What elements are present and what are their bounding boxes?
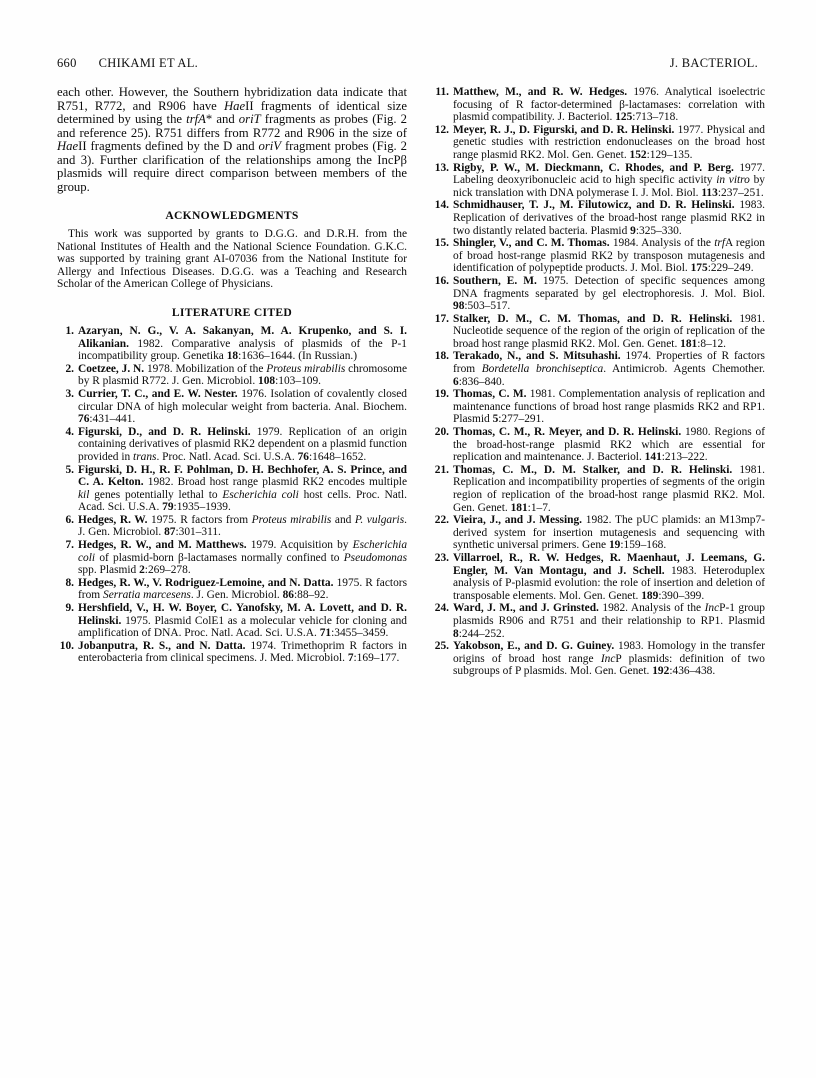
text-segment: 1982. Comparative analysis of plasmids of the P-1 incompatibility group. Genetika — [78, 337, 407, 363]
text-segment: :503–517. — [464, 300, 511, 313]
reference-item — [57, 426, 407, 464]
text-segment: Coetzee, J. N. — [78, 362, 145, 375]
reference-item — [432, 552, 765, 602]
text-segment: oriT — [238, 112, 261, 126]
left-column — [57, 86, 407, 678]
reference-text — [453, 388, 765, 426]
reference-item — [432, 388, 765, 426]
text-segment: Hedges, R. W., V. Rodriguez-Lemoine, and N. Datta. — [78, 576, 334, 589]
text-segment: 1977. Physical and genetic studies with restriction endonucleases on the broad host range plasmid RK2. Mol. Gen. Genet. — [453, 123, 765, 161]
text-segment: Figurski, D. H., R. F. Pohlman, D. H. Bechhofer, A. S. Prince, and C. A. Kelton. — [78, 463, 407, 489]
reference-text — [453, 124, 765, 162]
reference-number: 7. — [65, 539, 74, 552]
reference-item — [57, 577, 407, 602]
text-segment: 1976. Isolation of covalently closed circular DNA of high molecular weight from bacteria. Anal. Biochem. — [78, 387, 407, 413]
text-segment: :436–438. — [669, 665, 716, 678]
reference-item — [432, 275, 765, 313]
two-column-layout — [57, 86, 765, 678]
text-segment: spp. Plasmid — [78, 564, 140, 577]
text-segment: 1978. Mobilization of the — [144, 362, 267, 375]
text-segment: :713–718. — [632, 111, 679, 124]
reference-text — [453, 162, 765, 200]
text-segment: Yakobson, E., and D. G. Guiney. — [453, 640, 615, 653]
reference-list-left — [57, 325, 407, 665]
reference-item — [57, 325, 407, 363]
reference-text — [453, 237, 765, 275]
reference-text — [453, 602, 765, 640]
text-segment: 181 — [510, 501, 528, 514]
text-segment: 1980. Regions of the broad-host-range plasmid RK2 which are essential for replication and maintenance. J. Bacteriol. — [453, 426, 765, 464]
text-segment: :229–249. — [707, 262, 754, 275]
text-segment: Pseudomonas — [343, 551, 407, 564]
reference-number: 14. — [434, 199, 449, 212]
reference-number: 25. — [434, 640, 449, 653]
text-segment: Inc — [704, 602, 720, 615]
reference-number: 1. — [65, 324, 74, 337]
reference-text — [453, 552, 765, 602]
text-segment: 1974. Properties of R factors from — [453, 350, 765, 376]
text-segment: Escherichia coli — [222, 488, 299, 501]
reference-text — [453, 426, 765, 464]
reference-list-right — [432, 86, 765, 678]
reference-number: 13. — [434, 161, 449, 174]
text-segment: Schmidhauser, T. J., M. Filutowicz, and D. R. Helinski. — [453, 199, 735, 212]
text-segment: 18 — [226, 350, 239, 363]
text-segment: each other. However, the Southern hybridization data indicate that R751, R772, and R906 have — [57, 85, 407, 113]
text-segment: Proteus mirabilis — [266, 362, 346, 375]
running-head — [57, 56, 758, 71]
text-segment: 113 — [701, 186, 718, 199]
text-segment: . J. Gen. Microbiol. — [190, 589, 283, 602]
reference-text — [78, 539, 407, 577]
text-segment: chromosome by R plasmid R772. J. Gen. Microbiol. — [78, 362, 408, 388]
reference-number: 15. — [434, 237, 449, 250]
reference-text — [78, 388, 407, 426]
text-segment: Matthew, M., and R. W. Hedges. — [453, 86, 628, 98]
text-segment: :390–399. — [658, 589, 705, 602]
reference-item — [432, 162, 765, 200]
text-segment: 1975. Plasmid ColE1 as a molecular vehicle for cloning and amplification of DNA. Proc. Natl. Acad. Sci. U.S.A. — [78, 614, 407, 640]
reference-text — [453, 199, 765, 237]
reference-number: 23. — [434, 551, 449, 564]
text-segment: Villarroel, R., R. W. Hedges, R. Maenhaut, J. Leemans, G. Engler, M. Van Montagu, and J. Schell. — [453, 551, 765, 577]
reference-text — [78, 464, 407, 514]
reference-text — [78, 514, 407, 539]
text-segment: :325–330. — [635, 224, 682, 237]
text-segment: :3455–3459. — [331, 627, 389, 640]
text-segment: of plasmid-born β-lactamases normally confined to — [95, 551, 344, 564]
text-segment: 86 — [282, 589, 294, 602]
literature-cited-heading: LITERATURE CITED — [171, 305, 293, 319]
text-segment: 19 — [608, 539, 621, 552]
closing-paragraph — [57, 86, 407, 194]
text-segment: 175 — [690, 262, 708, 275]
text-segment: :1935–1939. — [173, 501, 231, 514]
text-segment: :1636–1644. (In Russian.) — [238, 350, 358, 363]
text-segment: Rigby, P. W., M. Dieckmann, C. Rhodes, and P. Berg. — [453, 161, 734, 174]
reference-text — [78, 602, 407, 640]
text-segment: A region of broad host-range plasmid RK2 by transposon mutagenesis and identification of polypeptide products. J. Mol. Biol. — [453, 237, 765, 275]
reference-number: 8. — [65, 576, 74, 589]
reference-item — [432, 124, 765, 162]
text-segment: 98 — [453, 300, 465, 313]
running-head-left — [57, 56, 198, 71]
text-segment: kil — [78, 488, 90, 501]
reference-item — [57, 514, 407, 539]
text-segment: Vieira, J., and J. Messing. — [453, 514, 582, 527]
text-segment: 189 — [641, 589, 659, 602]
reference-number: 20. — [434, 426, 449, 439]
text-segment: :269–278. — [144, 564, 191, 577]
reference-number: 17. — [434, 312, 449, 325]
reference-item — [57, 602, 407, 640]
text-segment: Thomas, C. M., R. Meyer, and D. R. Helinski. — [453, 426, 682, 439]
text-segment: 1981. Complementation analysis of replication and maintenance functions of broad host range plasmids RK2 and RP1. Plasmid — [453, 388, 766, 426]
reference-item — [432, 350, 765, 388]
text-segment: host cells. Proc. Natl. Acad. Sci. U.S.A. — [78, 488, 407, 514]
reference-text — [453, 640, 765, 678]
text-segment: Meyer, R. J., D. Figurski, and D. R. Helinski. — [453, 123, 675, 136]
text-segment: 1982. Broad host range plasmid RK2 encodes multiple — [143, 476, 407, 489]
acknowledgments-heading: ACKNOWLEDGMENTS — [165, 209, 299, 222]
reference-item — [432, 602, 765, 640]
text-segment: :431–441. — [89, 413, 136, 426]
text-segment: 1983. Replication of derivatives of the broad-host range plasmid RK2 in two distantly related bacteria. Plasmid — [453, 199, 765, 237]
reference-item — [432, 426, 765, 464]
text-segment: :8–12. — [697, 337, 727, 350]
text-segment: II fragments defined by the D and — [78, 139, 259, 153]
text-segment: 181 — [680, 337, 698, 350]
reference-text — [453, 514, 765, 552]
text-segment: 141 — [644, 451, 662, 464]
reference-number: 6. — [65, 513, 74, 526]
reference-number: 5. — [65, 463, 74, 476]
reference-number: 11. — [435, 86, 449, 98]
text-segment: P. vulgaris — [354, 513, 405, 526]
text-segment: 2 — [139, 564, 145, 577]
text-segment: 6 — [453, 375, 459, 388]
text-segment: . Proc. Natl. Acad. Sci. U.S.A. — [156, 450, 298, 463]
text-segment: 192 — [652, 665, 670, 678]
text-segment: Terakado, N., and S. Mitsuhashi. — [453, 350, 621, 363]
reference-item — [432, 313, 765, 351]
reference-text — [453, 350, 765, 388]
text-segment: Hae — [57, 139, 79, 153]
text-segment: Thomas, C. M. — [453, 388, 527, 401]
text-segment: Figurski, D., and D. R. Helinski. — [78, 425, 251, 438]
text-segment: :1648–1652. — [308, 450, 367, 463]
acknowledgments-text: This work was supported by grants to D.G.G. and D.R.H. from the National Institutes of Health and the National Science Foundation. G.K.C. was supported by training grant AI-07036 from the National Institute for Allergy and Infectious Diseases. D.G.G. was a Teaching and Research Scholar of the American College of Physicians. — [57, 228, 407, 291]
text-segment: trans — [133, 450, 157, 463]
text-segment: 1981. Nucleotide sequence of the region of the origin of replication of the broad host range plasmid RK2. Mol. Gen. Genet. — [453, 312, 765, 350]
text-segment: 125 — [615, 111, 633, 124]
reference-item — [432, 640, 765, 678]
reference-number: 21. — [434, 463, 449, 476]
reference-text — [453, 313, 765, 351]
reference-number: 10. — [59, 639, 74, 652]
reference-item — [432, 199, 765, 237]
text-segment: 76 — [297, 450, 309, 463]
reference-number: 3. — [65, 387, 74, 400]
text-segment: 1982. The pUC plamids: an M13mp7-derived system for insertion mutagenesis and sequencing with synthetic universal primers. Gene — [453, 514, 765, 552]
reference-number: 24. — [434, 602, 449, 615]
reference-item — [57, 539, 407, 577]
reference-item — [432, 86, 765, 124]
text-segment: trf — [714, 237, 726, 250]
text-segment: II fragments of identical size determined by using the — [57, 98, 407, 126]
text-segment: 108 — [258, 375, 276, 388]
text-segment: . J. Gen. Microbiol. — [78, 513, 407, 539]
right-column — [432, 86, 765, 678]
text-segment: 1983. Homology in the transfer origins of broad host range — [453, 640, 765, 665]
text-segment: oriV — [258, 139, 282, 153]
text-segment: :169–177. — [353, 652, 400, 665]
reference-item — [432, 237, 765, 275]
text-segment: 79 — [162, 501, 174, 514]
page-number: 660 — [57, 56, 77, 70]
reference-text — [78, 640, 407, 665]
text-segment: Hershfield, V., H. W. Boyer, C. Yanofsky, M. A. Lovett, and D. R. Helinski. — [78, 602, 407, 627]
text-segment: :103–109. — [275, 375, 322, 388]
text-segment: genes potentially lethal to — [89, 488, 223, 501]
text-segment: * and — [205, 112, 239, 126]
text-segment: 1979. Acquisition by — [246, 539, 353, 552]
text-segment: 5 — [492, 413, 499, 426]
text-segment: :237–251. — [717, 186, 764, 199]
reference-item — [432, 464, 765, 514]
text-segment: in vitro — [716, 174, 750, 187]
text-segment: 1981. Replication and incompatibility properties of segments of the origin region of replication of the broad-host range plasmid RK2. Mol. Gen. Genet. — [453, 463, 765, 514]
reference-item — [432, 514, 765, 552]
reference-number: 12. — [434, 123, 449, 136]
text-segment: . Antimicrob. Agents Chemother. — [603, 363, 765, 376]
reference-number: 18. — [434, 350, 449, 363]
text-segment: 1975. R factors from — [147, 513, 252, 526]
text-segment: fragment probes (Fig. 2 and 3). Further clarification of the relationships among the IncPβ plasmids will require direct comparison between members of the group. — [57, 139, 407, 194]
reference-text — [78, 363, 407, 388]
text-segment: 1977. Labeling deoxyribonucleic acid to high specific activity — [453, 161, 765, 187]
text-segment: by nick translation with DNA polymerase I. J. Mol. Biol. — [453, 174, 765, 199]
reference-item — [57, 640, 407, 665]
text-segment: :301–311. — [175, 526, 221, 539]
text-segment: :213–222. — [661, 451, 708, 464]
text-segment: and — [331, 513, 355, 526]
text-segment: 1979. Replication of an origin containing derivatives of plasmid RK2 dependent on a plasmid function provided in — [78, 425, 407, 463]
text-segment: 1983. Heteroduplex analysis of P-plasmid evolution: the role of insertion and deletion of transposable elements. Mol. Gen. Genet. — [453, 564, 765, 602]
text-segment: Thomas, C. M., D. M. Stalker, and D. R. Helinski. — [453, 463, 733, 476]
text-segment: 9 — [630, 224, 636, 237]
text-segment: Ward, J. M., and J. Grinsted. — [453, 602, 599, 615]
reference-number: 19. — [434, 388, 449, 401]
reference-text — [78, 426, 407, 464]
text-segment: 87 — [164, 526, 176, 539]
text-segment: Proteus mirabilis — [251, 513, 332, 526]
reference-text — [78, 577, 407, 602]
text-segment: 8 — [453, 627, 459, 640]
text-segment: Escherichia coli — [78, 539, 408, 564]
text-segment: Inc — [600, 652, 616, 665]
text-segment: 152 — [629, 148, 647, 161]
reference-item — [57, 464, 407, 514]
reference-text — [453, 86, 765, 124]
reference-number: 9. — [65, 602, 74, 615]
text-segment: 1974. Trimethoprim R factors in enterobacteria from clinical specimens. J. Med. Microbiol. — [78, 639, 408, 665]
text-segment: 76 — [78, 413, 90, 426]
text-segment: Hedges, R. W. — [78, 513, 148, 526]
text-segment: Serratia marcesens — [103, 589, 191, 602]
text-segment: 1984. Analysis of the — [609, 237, 715, 250]
reference-number: 16. — [434, 274, 449, 287]
reference-item — [57, 388, 407, 426]
text-segment: Hae — [223, 98, 246, 113]
text-segment: :129–135. — [646, 148, 693, 161]
text-segment: Hedges, R. W., and M. Matthews. — [78, 539, 247, 552]
reference-number: 22. — [434, 514, 449, 527]
text-segment: :277–291. — [498, 413, 545, 426]
reference-text — [453, 275, 765, 313]
text-segment: fragments as probes (Fig. 2 and reference 25). R751 differs from R772 and R906 in the size of — [57, 112, 407, 140]
reference-item — [57, 363, 407, 388]
text-segment: Shingler, V., and C. M. Thomas. — [453, 237, 610, 250]
text-segment: :88–92. — [293, 589, 329, 602]
journal-name: J. BACTERIOL. — [669, 56, 758, 70]
text-segment: Bordetella bronchiseptica — [481, 363, 604, 376]
text-segment: 1975. R factors from — [78, 576, 407, 602]
text-segment: Jobanputra, R. S., and N. Datta. — [78, 639, 246, 652]
text-segment: 1975. Detection of specific sequences among DNA fragments separated by gel electrophoresis. J. Mol. Biol. — [453, 274, 765, 300]
running-title: CHIKAMI ET AL. — [98, 56, 199, 70]
text-segment: 7 — [347, 652, 354, 665]
text-segment: 1982. Analysis of the — [598, 602, 705, 615]
reference-number: 4. — [65, 425, 74, 438]
text-segment: 71 — [319, 627, 332, 640]
text-segment: trfA — [186, 112, 206, 126]
text-segment: 1976. Analytical isoelectric focusing of R factor-determined β-lactamases: correlation with plasmid compatibility. J. Bacteriol. — [453, 86, 765, 124]
text-segment: Southern, E. M. — [453, 274, 537, 287]
reference-number: 2. — [65, 362, 74, 375]
text-segment: :1–7. — [527, 501, 551, 514]
text-segment: Azaryan, N. G., V. A. Sakanyan, M. A. Krupenko, and S. I. Alikanian. — [78, 324, 407, 350]
reference-text — [78, 325, 407, 363]
text-segment: P-1 group plasmids R906 and R751 and their relationship to RP1. Plasmid — [453, 602, 766, 627]
text-segment: :244–252. — [458, 627, 505, 640]
reference-text — [453, 464, 765, 514]
text-segment: P plasmids: definition of two subgroups of P plasmids. Mol. Gen. Genet. — [453, 652, 765, 678]
text-segment: :159–168. — [620, 539, 667, 552]
text-segment: Stalker, D. M., C. M. Thomas, and D. R. Helinski. — [453, 312, 733, 325]
text-segment: Currier, T. C., and E. W. Nester. — [78, 387, 238, 400]
text-segment: :836–840. — [458, 375, 505, 388]
